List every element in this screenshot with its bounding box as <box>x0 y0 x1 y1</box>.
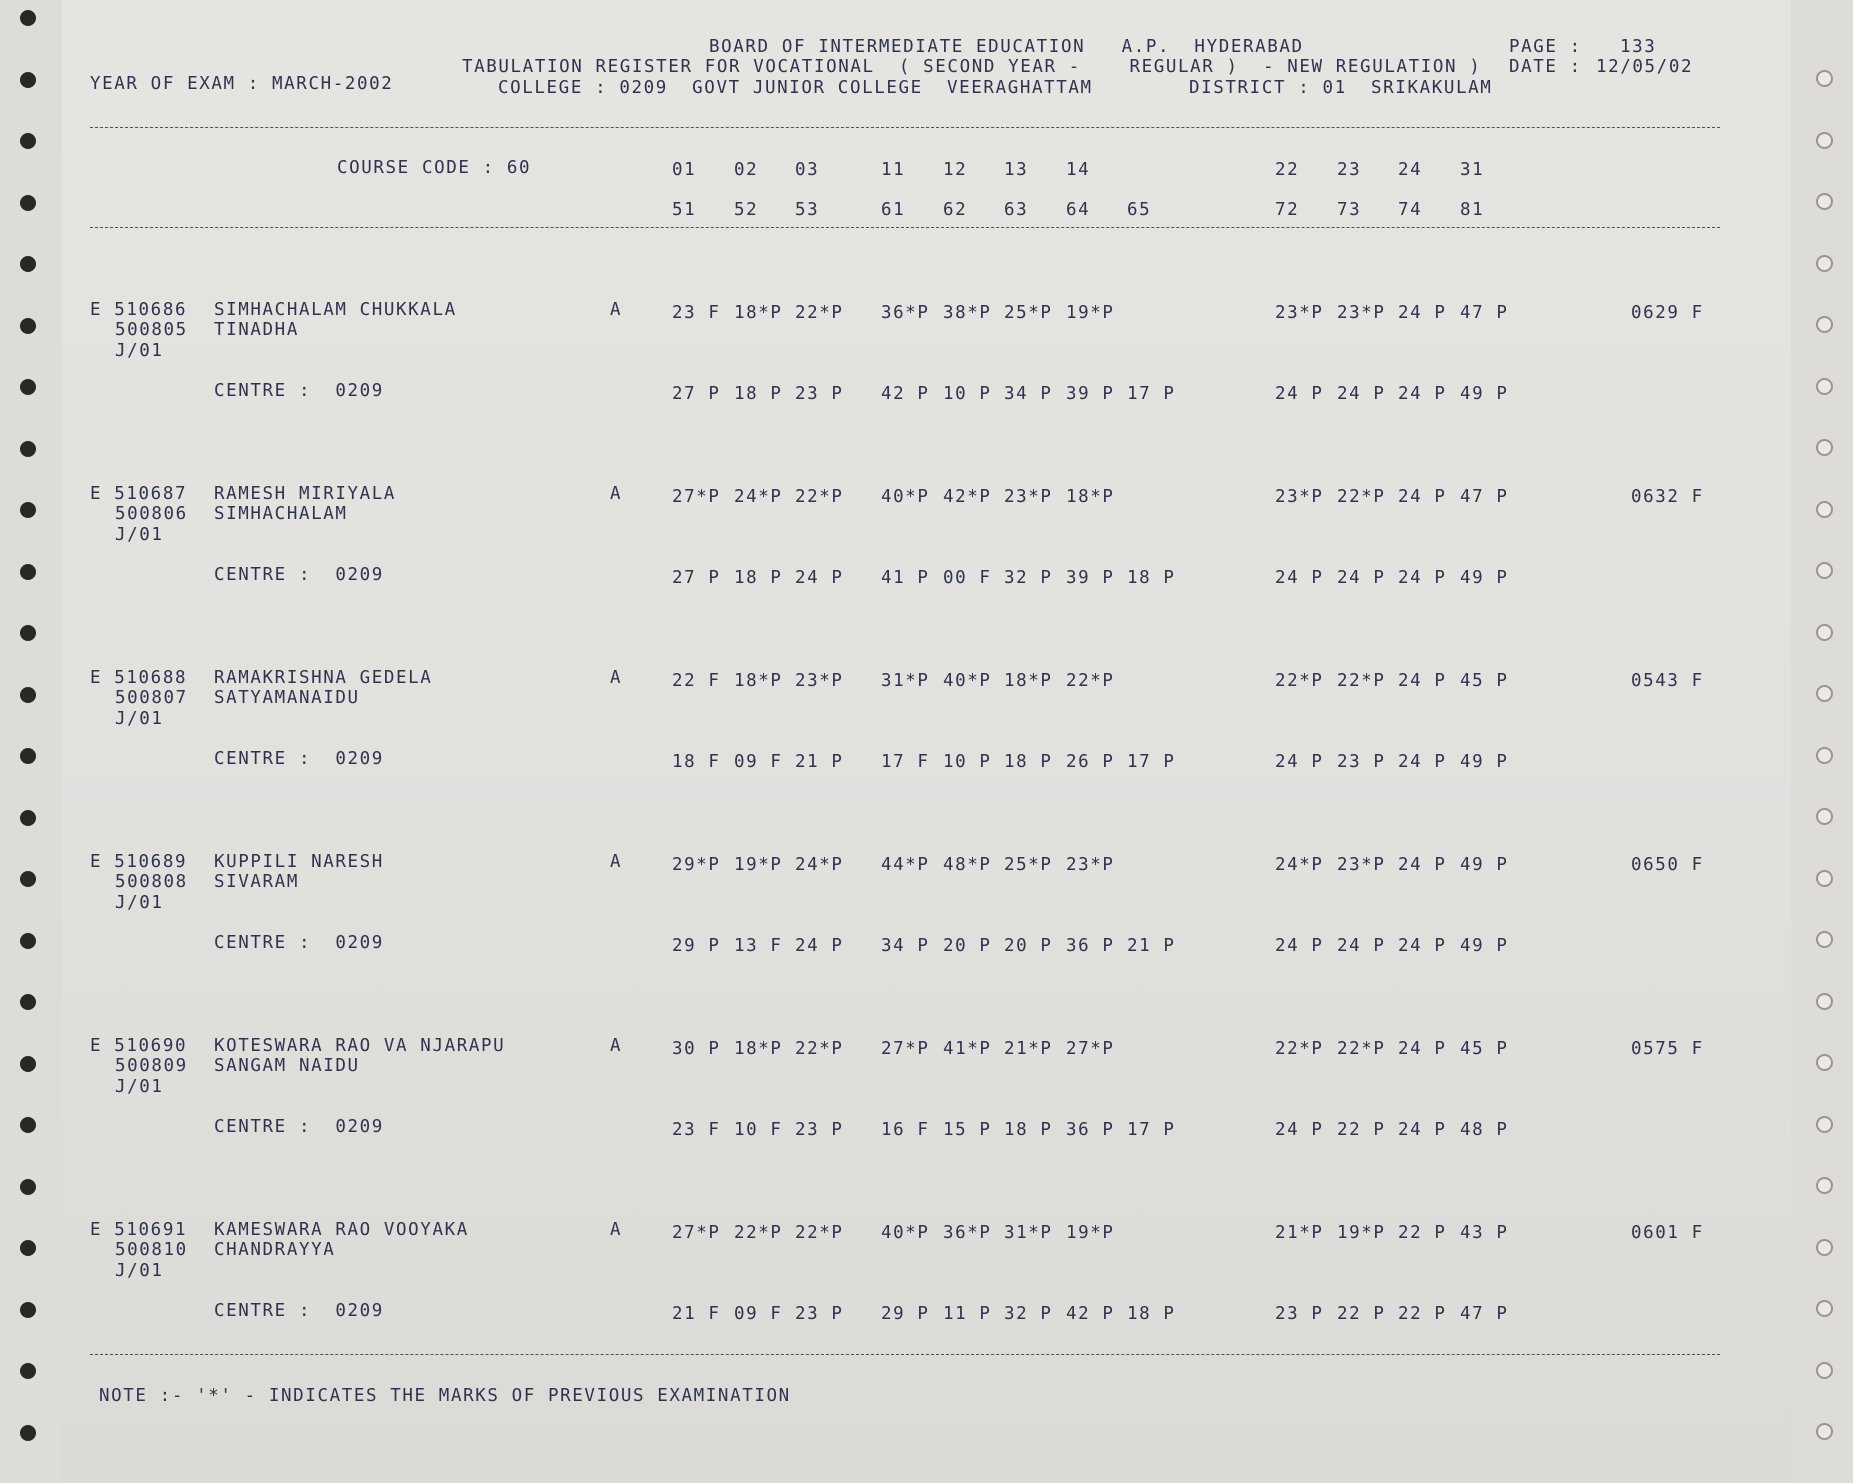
grade-code: A <box>610 484 623 504</box>
mark-cell: 24 P <box>795 568 844 588</box>
student-name: RAMESH MIRIYALA <box>214 484 397 504</box>
group-code: J/01 <box>115 525 164 545</box>
subject-code: 52 <box>734 200 759 220</box>
mark-cell: 36 P <box>1066 1120 1115 1140</box>
student-id: 500807 <box>115 688 188 708</box>
mark-cell: 23 P <box>795 384 844 404</box>
mark-cell: 23 P <box>795 1304 844 1324</box>
centre-code: CENTRE : 0209 <box>214 749 384 769</box>
mark-cell: 49 P <box>1460 568 1509 588</box>
mark-cell: 41*P <box>943 1039 992 1059</box>
total-result: 0601 F <box>1631 1223 1704 1243</box>
column-header-divider <box>90 227 1720 228</box>
mark-cell: 25*P <box>1004 855 1053 875</box>
mark-cell: 22 P <box>1337 1120 1386 1140</box>
subject-code: 64 <box>1066 200 1091 220</box>
mark-cell: 27*P <box>1066 1039 1115 1059</box>
centre-code: CENTRE : 0209 <box>214 1301 384 1321</box>
tractor-hole <box>20 133 36 149</box>
student-name: KOTESWARA RAO VA NJARAPU <box>214 1036 506 1056</box>
tractor-hole <box>20 1363 36 1379</box>
centre-code: CENTRE : 0209 <box>214 565 384 585</box>
mark-cell: 22*P <box>795 303 844 323</box>
date-label: DATE : <box>1509 57 1582 77</box>
mark-cell: 23*P <box>1004 487 1053 507</box>
tractor-hole <box>20 1425 36 1441</box>
tractor-hole <box>1816 624 1833 641</box>
mark-cell: 24 P <box>1337 384 1386 404</box>
year-of-exam: YEAR OF EXAM : MARCH-2002 <box>90 74 394 94</box>
mark-cell: 34 P <box>881 936 930 956</box>
mark-cell: 22*P <box>1337 671 1386 691</box>
left-tractor-strip <box>0 0 62 1483</box>
mark-cell: 22 P <box>1337 1304 1386 1324</box>
mark-cell: 16 F <box>881 1120 930 1140</box>
mark-cell: 48*P <box>943 855 992 875</box>
tractor-hole <box>1816 1362 1833 1379</box>
mark-cell: 18 P <box>1004 752 1053 772</box>
tractor-hole <box>20 256 36 272</box>
mark-cell: 23 P <box>1337 752 1386 772</box>
mark-cell: 24 P <box>1398 1120 1447 1140</box>
mark-cell: 48 P <box>1460 1120 1509 1140</box>
father-name: CHANDRAYYA <box>214 1240 336 1260</box>
page-number: 133 <box>1620 37 1657 57</box>
mark-cell: 23*P <box>1337 855 1386 875</box>
group-code: J/01 <box>115 1077 164 1097</box>
mark-cell: 19*P <box>734 855 783 875</box>
mark-cell: 24 P <box>1337 568 1386 588</box>
mark-cell: 22*P <box>795 487 844 507</box>
mark-cell: 29*P <box>672 855 721 875</box>
page-label: PAGE : <box>1509 37 1582 57</box>
tractor-hole <box>1816 993 1833 1010</box>
tractor-hole <box>20 195 36 211</box>
student-name: KAMESWARA RAO VOOYAKA <box>214 1220 469 1240</box>
father-name: SATYAMANAIDU <box>214 688 360 708</box>
mark-cell: 49 P <box>1460 855 1509 875</box>
tractor-hole <box>1816 316 1833 333</box>
mark-cell: 47 P <box>1460 1304 1509 1324</box>
mark-cell: 24 P <box>1398 487 1447 507</box>
mark-cell: 09 F <box>734 752 783 772</box>
student-name: RAMAKRISHNA GEDELA <box>214 668 433 688</box>
roll-number: E 510691 <box>90 1220 188 1240</box>
college-line: COLLEGE : 0209 GOVT JUNIOR COLLEGE VEERAGHATTAM <box>498 78 1093 98</box>
mark-cell: 24 P <box>1398 303 1447 323</box>
mark-cell: 27*P <box>672 487 721 507</box>
tractor-hole <box>20 72 36 88</box>
total-result: 0629 F <box>1631 303 1704 323</box>
subject-code: 01 <box>672 160 697 180</box>
mark-cell: 19*P <box>1337 1223 1386 1243</box>
subject-code: 51 <box>672 200 697 220</box>
total-result: 0650 F <box>1631 855 1704 875</box>
mark-cell: 21*P <box>1275 1223 1324 1243</box>
grade-code: A <box>610 852 623 872</box>
mark-cell: 23 F <box>672 303 721 323</box>
mark-cell: 38*P <box>943 303 992 323</box>
mark-cell: 22 F <box>672 671 721 691</box>
tractor-hole <box>1816 685 1833 702</box>
centre-code: CENTRE : 0209 <box>214 381 384 401</box>
subject-code: 12 <box>943 160 968 180</box>
roll-number: E 510688 <box>90 668 188 688</box>
mark-cell: 26 P <box>1066 752 1115 772</box>
group-code: J/01 <box>115 1261 164 1281</box>
mark-cell: 19*P <box>1066 1223 1115 1243</box>
mark-cell: 09 F <box>734 1304 783 1324</box>
grade-code: A <box>610 300 623 320</box>
tractor-hole <box>20 1240 36 1256</box>
tractor-hole <box>20 748 36 764</box>
mark-cell: 24 P <box>1275 936 1324 956</box>
mark-cell: 24*P <box>1275 855 1324 875</box>
mark-cell: 31*P <box>881 671 930 691</box>
mark-cell: 18 F <box>672 752 721 772</box>
mark-cell: 27*P <box>881 1039 930 1059</box>
subject-code: 13 <box>1004 160 1029 180</box>
tractor-hole <box>20 1056 36 1072</box>
subject-code: 03 <box>795 160 820 180</box>
tractor-hole <box>1816 193 1833 210</box>
mark-cell: 21 P <box>1127 936 1176 956</box>
roll-number: E 510689 <box>90 852 188 872</box>
tractor-hole <box>1816 439 1833 456</box>
tractor-hole <box>1816 1116 1833 1133</box>
tractor-hole <box>20 379 36 395</box>
mark-cell: 18 P <box>1127 1304 1176 1324</box>
grade-code: A <box>610 1036 623 1056</box>
mark-cell: 47 P <box>1460 487 1509 507</box>
subject-code: 61 <box>881 200 906 220</box>
mark-cell: 23*P <box>795 671 844 691</box>
mark-cell: 36*P <box>943 1223 992 1243</box>
tractor-hole <box>1816 747 1833 764</box>
student-name: KUPPILI NARESH <box>214 852 384 872</box>
tractor-hole <box>20 994 36 1010</box>
tractor-hole <box>20 871 36 887</box>
mark-cell: 23*P <box>1275 487 1324 507</box>
roll-number: E 510690 <box>90 1036 188 1056</box>
mark-cell: 31*P <box>1004 1223 1053 1243</box>
subject-code: 72 <box>1275 200 1300 220</box>
mark-cell: 22*P <box>1275 671 1324 691</box>
mark-cell: 22*P <box>1275 1039 1324 1059</box>
group-code: J/01 <box>115 709 164 729</box>
tractor-hole <box>1816 562 1833 579</box>
mark-cell: 23*P <box>1275 303 1324 323</box>
mark-cell: 29 P <box>881 1304 930 1324</box>
subject-code: 14 <box>1066 160 1091 180</box>
mark-cell: 45 P <box>1460 671 1509 691</box>
mark-cell: 10 P <box>943 384 992 404</box>
mark-cell: 24 P <box>795 936 844 956</box>
father-name: SANGAM NAIDU <box>214 1056 360 1076</box>
mark-cell: 24 P <box>1275 1120 1324 1140</box>
grade-code: A <box>610 668 623 688</box>
mark-cell: 43 P <box>1460 1223 1509 1243</box>
mark-cell: 27 P <box>672 568 721 588</box>
footnote: NOTE :- '*' - INDICATES THE MARKS OF PREVIOUS EXAMINATION <box>99 1386 791 1406</box>
mark-cell: 44*P <box>881 855 930 875</box>
mark-cell: 17 P <box>1127 752 1176 772</box>
print-date: 12/05/02 <box>1596 57 1694 77</box>
mark-cell: 40*P <box>943 671 992 691</box>
mark-cell: 45 P <box>1460 1039 1509 1059</box>
tractor-hole <box>20 441 36 457</box>
tractor-hole <box>20 933 36 949</box>
subject-code: 62 <box>943 200 968 220</box>
roll-number: E 510686 <box>90 300 188 320</box>
student-name: SIMHACHALAM CHUKKALA <box>214 300 457 320</box>
tractor-hole <box>20 502 36 518</box>
mark-cell: 24 P <box>1398 384 1447 404</box>
subject-code: 74 <box>1398 200 1423 220</box>
father-name: SIMHACHALAM <box>214 504 348 524</box>
mark-cell: 15 P <box>943 1120 992 1140</box>
tractor-hole <box>1816 1423 1833 1440</box>
tractor-hole <box>1816 1300 1833 1317</box>
mark-cell: 24 P <box>1398 1039 1447 1059</box>
mark-cell: 32 P <box>1004 568 1053 588</box>
mark-cell: 42 P <box>1066 1304 1115 1324</box>
tractor-hole <box>1816 870 1833 887</box>
header-divider <box>90 127 1720 128</box>
mark-cell: 17 P <box>1127 1120 1176 1140</box>
tractor-hole <box>20 318 36 334</box>
group-code: J/01 <box>115 341 164 361</box>
tractor-hole <box>20 564 36 580</box>
mark-cell: 24 P <box>1275 568 1324 588</box>
subject-code: 11 <box>881 160 906 180</box>
tractor-hole <box>1816 1054 1833 1071</box>
centre-code: CENTRE : 0209 <box>214 933 384 953</box>
subject-code: 81 <box>1460 200 1485 220</box>
mark-cell: 10 P <box>943 752 992 772</box>
mark-cell: 29 P <box>672 936 721 956</box>
mark-cell: 23 F <box>672 1120 721 1140</box>
mark-cell: 39 P <box>1066 384 1115 404</box>
mark-cell: 11 P <box>943 1304 992 1324</box>
mark-cell: 19*P <box>1066 303 1115 323</box>
mark-cell: 21*P <box>1004 1039 1053 1059</box>
total-result: 0543 F <box>1631 671 1704 691</box>
tractor-hole <box>20 1302 36 1318</box>
tractor-hole <box>1816 1177 1833 1194</box>
mark-cell: 23 P <box>795 1120 844 1140</box>
mark-cell: 18*P <box>1066 487 1115 507</box>
subject-code: 65 <box>1127 200 1152 220</box>
mark-cell: 18*P <box>734 1039 783 1059</box>
subject-code: 02 <box>734 160 759 180</box>
mark-cell: 18 P <box>734 568 783 588</box>
student-id: 500809 <box>115 1056 188 1076</box>
tractor-hole <box>1816 501 1833 518</box>
mark-cell: 24 P <box>1398 752 1447 772</box>
total-result: 0575 F <box>1631 1039 1704 1059</box>
mark-cell: 23 P <box>1275 1304 1324 1324</box>
district-line: DISTRICT : 01 SRIKAKULAM <box>1189 78 1493 98</box>
subject-code: 23 <box>1337 160 1362 180</box>
mark-cell: 18*P <box>734 671 783 691</box>
tractor-hole <box>1816 255 1833 272</box>
mark-cell: 27*P <box>672 1223 721 1243</box>
mark-cell: 23*P <box>1337 303 1386 323</box>
mark-cell: 36*P <box>881 303 930 323</box>
father-name: SIVARAM <box>214 872 299 892</box>
grade-code: A <box>610 1220 623 1240</box>
mark-cell: 18 P <box>1004 1120 1053 1140</box>
mark-cell: 40*P <box>881 1223 930 1243</box>
mark-cell: 39 P <box>1066 568 1115 588</box>
mark-cell: 24 P <box>1337 936 1386 956</box>
mark-cell: 32 P <box>1004 1304 1053 1324</box>
footer-divider <box>90 1354 1720 1355</box>
mark-cell: 49 P <box>1460 752 1509 772</box>
father-name: TINADHA <box>214 320 299 340</box>
mark-cell: 10 F <box>734 1120 783 1140</box>
mark-cell: 24 P <box>1398 568 1447 588</box>
mark-cell: 22*P <box>734 1223 783 1243</box>
mark-cell: 18*P <box>1004 671 1053 691</box>
mark-cell: 21 P <box>795 752 844 772</box>
mark-cell: 30 P <box>672 1039 721 1059</box>
mark-cell: 34 P <box>1004 384 1053 404</box>
mark-cell: 22*P <box>1337 1039 1386 1059</box>
subject-code: 63 <box>1004 200 1029 220</box>
mark-cell: 24 P <box>1398 855 1447 875</box>
mark-cell: 18 P <box>1127 568 1176 588</box>
mark-cell: 22*P <box>1337 487 1386 507</box>
tractor-hole <box>20 1117 36 1133</box>
mark-cell: 20 P <box>943 936 992 956</box>
tractor-hole <box>20 10 36 26</box>
subject-code: 24 <box>1398 160 1423 180</box>
tractor-hole <box>1816 132 1833 149</box>
mark-cell: 21 F <box>672 1304 721 1324</box>
subject-code: 53 <box>795 200 820 220</box>
mark-cell: 24*P <box>734 487 783 507</box>
student-id: 500810 <box>115 1240 188 1260</box>
mark-cell: 40*P <box>881 487 930 507</box>
mark-cell: 22*P <box>795 1039 844 1059</box>
tractor-hole <box>20 625 36 641</box>
mark-cell: 25*P <box>1004 303 1053 323</box>
tractor-hole <box>20 687 36 703</box>
mark-cell: 17 P <box>1127 384 1176 404</box>
tractor-hole <box>20 810 36 826</box>
mark-cell: 24 P <box>1398 936 1447 956</box>
mark-cell: 22*P <box>1066 671 1115 691</box>
mark-cell: 49 P <box>1460 384 1509 404</box>
tractor-hole <box>1816 1239 1833 1256</box>
mark-cell: 24 P <box>1275 384 1324 404</box>
roll-number: E 510687 <box>90 484 188 504</box>
mark-cell: 24*P <box>795 855 844 875</box>
student-id: 500805 <box>115 320 188 340</box>
total-result: 0632 F <box>1631 487 1704 507</box>
mark-cell: 42 P <box>881 384 930 404</box>
subject-code: 22 <box>1275 160 1300 180</box>
subject-code: 31 <box>1460 160 1485 180</box>
mark-cell: 22 P <box>1398 1223 1447 1243</box>
mark-cell: 47 P <box>1460 303 1509 323</box>
tractor-hole <box>20 1179 36 1195</box>
tractor-hole <box>1816 808 1833 825</box>
mark-cell: 20 P <box>1004 936 1053 956</box>
mark-cell: 36 P <box>1066 936 1115 956</box>
mark-cell: 22*P <box>795 1223 844 1243</box>
tractor-hole <box>1816 931 1833 948</box>
mark-cell: 23*P <box>1066 855 1115 875</box>
mark-cell: 18*P <box>734 303 783 323</box>
subject-code: 73 <box>1337 200 1362 220</box>
course-code: COURSE CODE : 60 <box>337 158 532 178</box>
centre-code: CENTRE : 0209 <box>214 1117 384 1137</box>
mark-cell: 18 P <box>734 384 783 404</box>
mark-cell: 24 P <box>1398 671 1447 691</box>
group-code: J/01 <box>115 893 164 913</box>
tractor-hole <box>1816 70 1833 87</box>
tractor-hole <box>1816 378 1833 395</box>
mark-cell: 17 F <box>881 752 930 772</box>
right-tractor-strip <box>1791 0 1853 1483</box>
mark-cell: 13 F <box>734 936 783 956</box>
mark-cell: 27 P <box>672 384 721 404</box>
mark-cell: 42*P <box>943 487 992 507</box>
mark-cell: 00 F <box>943 568 992 588</box>
mark-cell: 22 P <box>1398 1304 1447 1324</box>
board-title: BOARD OF INTERMEDIATE EDUCATION A.P. HYDERABAD <box>709 37 1304 57</box>
student-id: 500806 <box>115 504 188 524</box>
mark-cell: 24 P <box>1275 752 1324 772</box>
mark-cell: 49 P <box>1460 936 1509 956</box>
mark-cell: 41 P <box>881 568 930 588</box>
student-id: 500808 <box>115 872 188 892</box>
register-title: TABULATION REGISTER FOR VOCATIONAL ( SECOND YEAR - REGULAR ) - NEW REGULATION ) <box>462 57 1482 77</box>
